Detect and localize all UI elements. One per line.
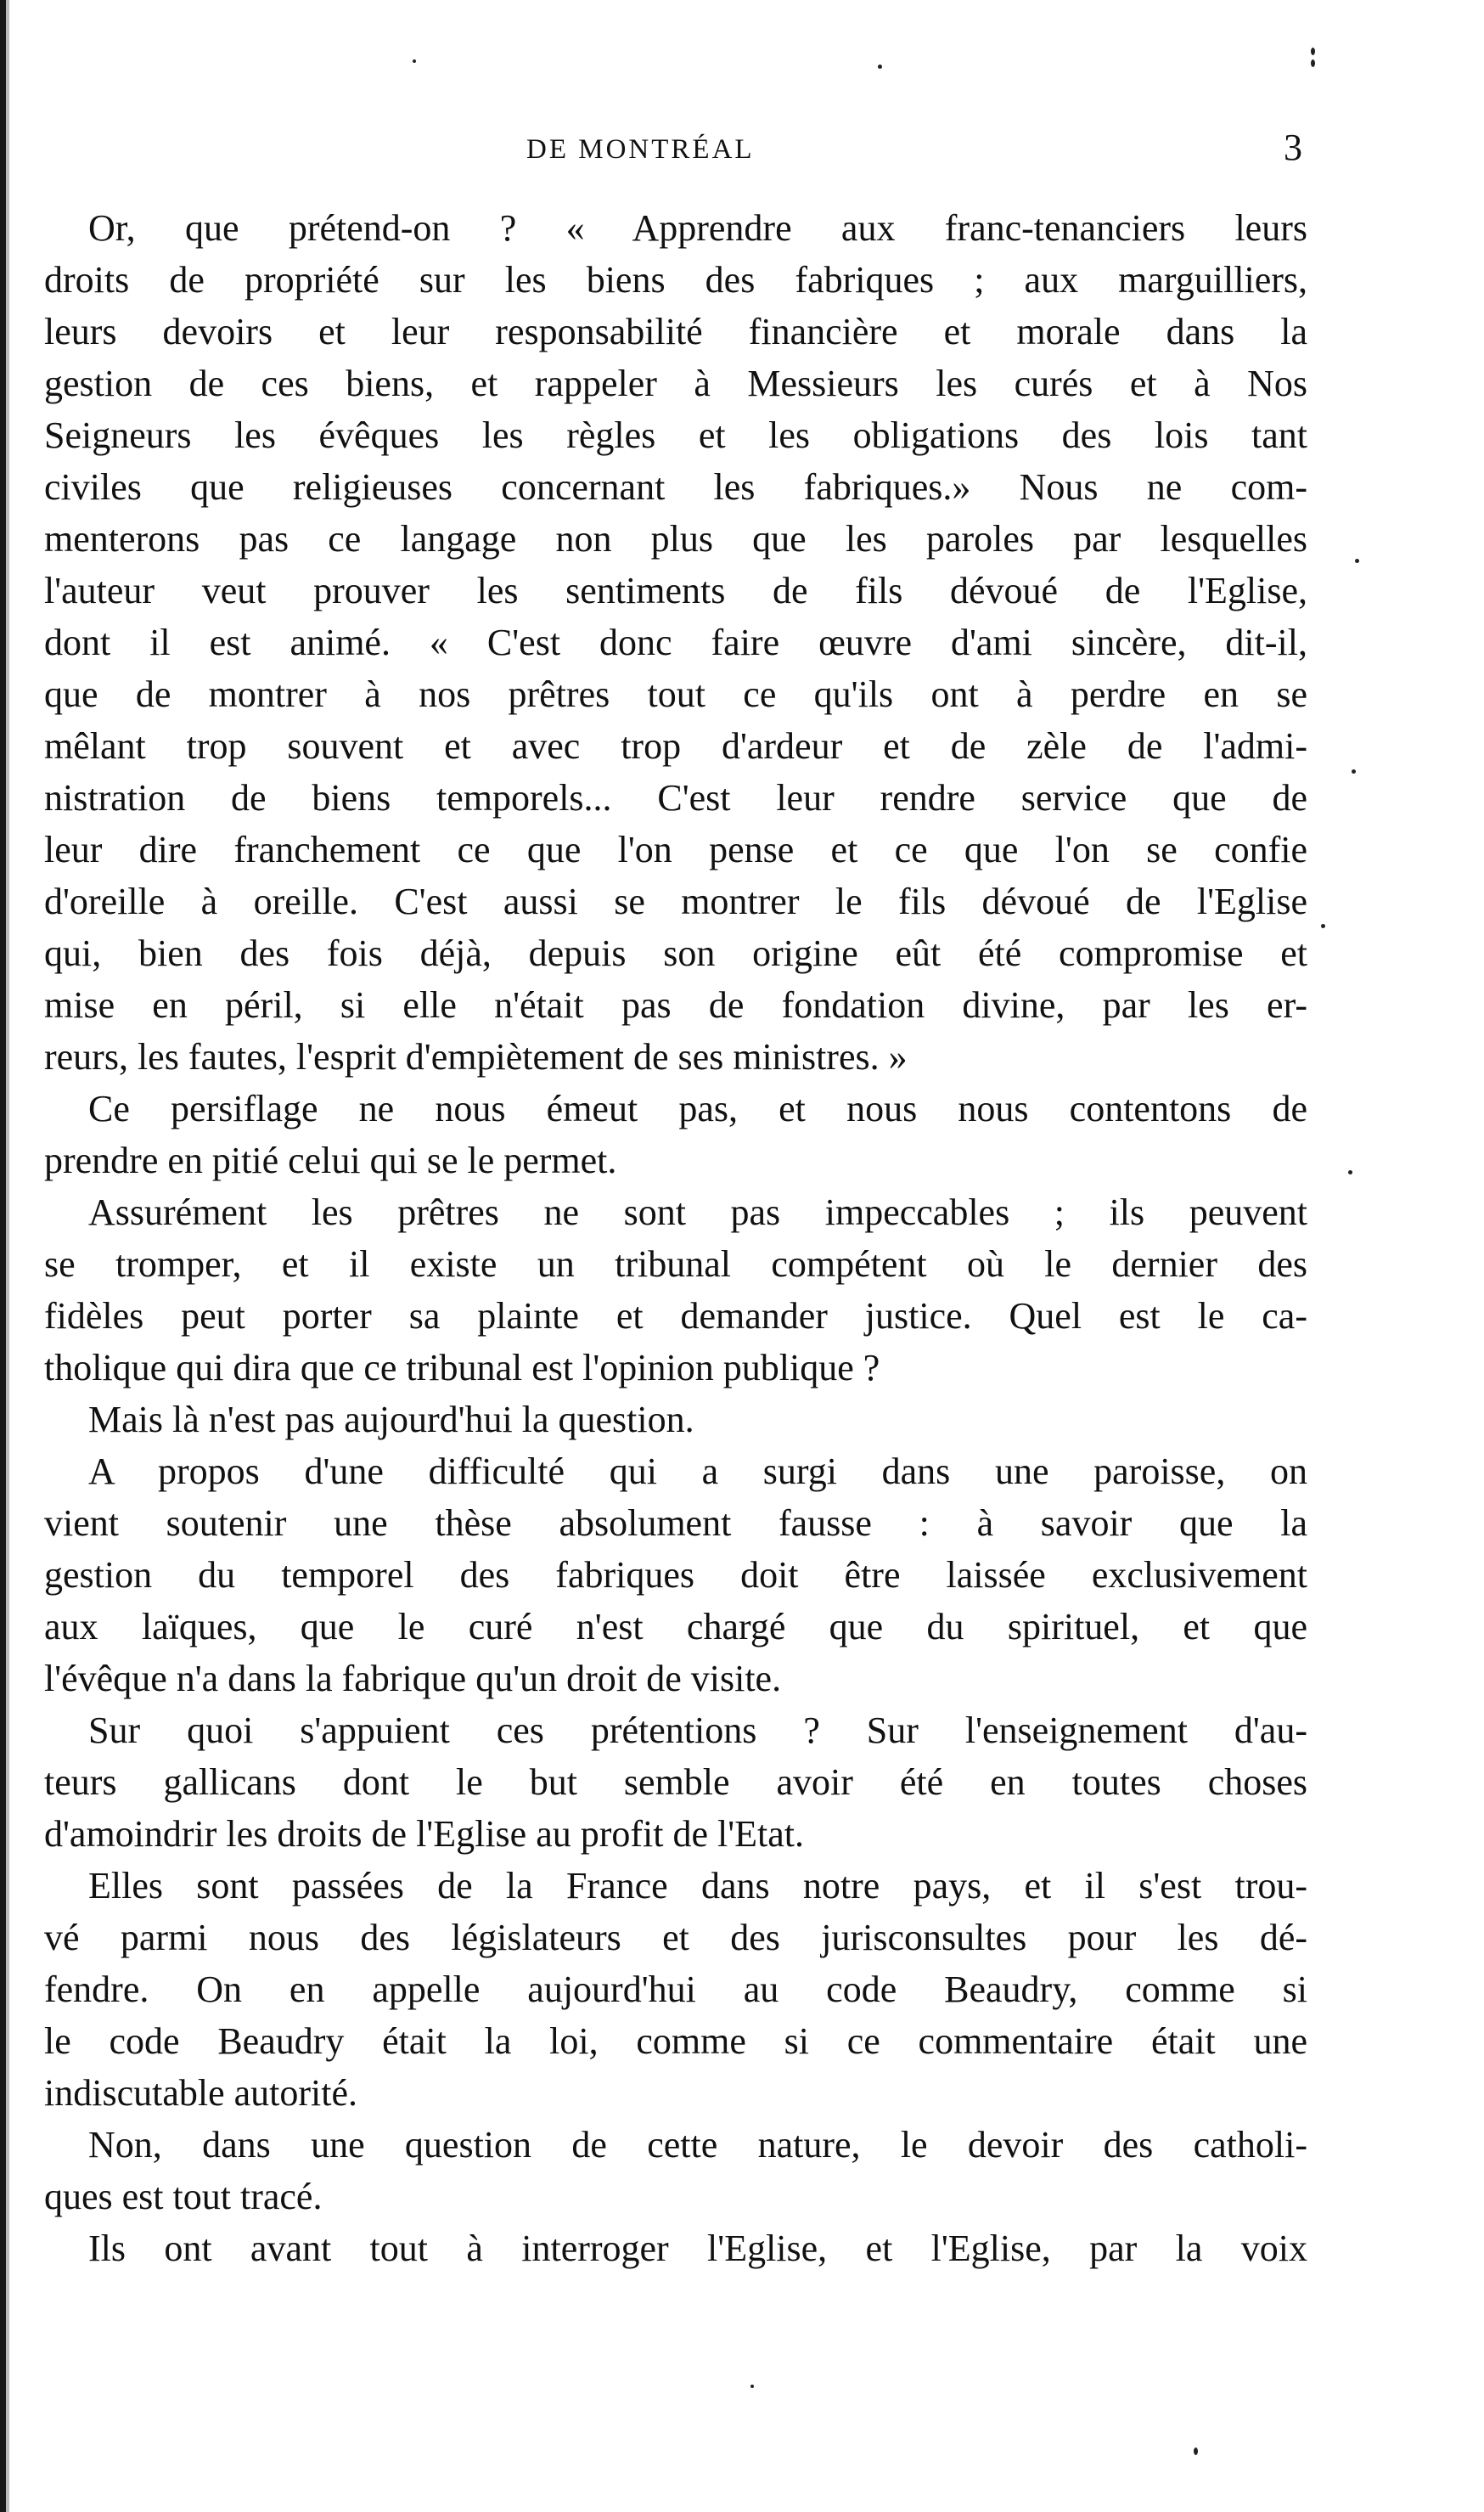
text-line: le code Beaudry était la loi, comme si ce commentaire était une (44, 2020, 1307, 2062)
text-line: vé parmi nous des législateurs et des jurisconsultes pour les dé- (44, 1917, 1307, 1958)
text-line: gestion de ces biens, et rappeler à Messieurs les curés et à Nos (44, 363, 1307, 404)
text-line: d'oreille à oreille. C'est aussi se montrer le fils dévoué de l'Eglise (44, 881, 1307, 922)
scan-speck (1352, 769, 1356, 774)
text-line: se tromper, et il existe un tribunal compétent où le dernier des (44, 1243, 1307, 1285)
text-line: l'évêque n'a dans la fabrique qu'un droit de visite. (44, 1658, 782, 1699)
scan-speck (413, 59, 416, 63)
text-line: Elles sont passées de la France dans notre pays, et il s'est trou- (88, 1865, 1307, 1907)
scan-speck (878, 65, 882, 69)
text-line: leur dire franchement ce que l'on pense et ce que l'on se confie (44, 829, 1307, 870)
text-line: indiscutable autorité. (44, 2072, 357, 2114)
text-line: reurs, les fautes, l'esprit d'empiètement de ses ministres. » (44, 1036, 908, 1078)
text-line: prendre en pitié celui qui se le permet. (44, 1140, 617, 1181)
text-line: que de montrer à nos prêtres tout ce qu'ils ont à perdre en se (44, 673, 1307, 715)
text-line: Mais là n'est pas aujourd'hui la question. (88, 1399, 694, 1440)
scan-speck (1311, 48, 1315, 55)
text-line: civiles que religieuses concernant les fabriques.» Nous ne com- (44, 466, 1307, 508)
text-line: A propos d'une difficulté qui a surgi dans une paroisse, on (88, 1450, 1307, 1492)
text-line: d'amoindrir les droits de l'Eglise au profit de l'Etat. (44, 1813, 805, 1855)
page-binding-edge (0, 0, 6, 2512)
text-line: l'auteur veut prouver les sentiments de fils dévoué de l'Eglise, (44, 570, 1307, 611)
scan-speck (750, 2385, 754, 2388)
text-line: droits de propriété sur les biens des fabriques ; aux marguilliers, (44, 259, 1307, 301)
text-line: tholique qui dira que ce tribunal est l'opinion publique ? (44, 1347, 880, 1388)
text-line: Non, dans une question de cette nature, le devoir des catholi- (88, 2124, 1307, 2166)
text-line: fendre. On en appelle aujourd'hui au code Beaudry, comme si (44, 1968, 1307, 2010)
text-line: mise en péril, si elle n'était pas de fondation divine, par les er- (44, 984, 1307, 1026)
text-line: Ils ont avant tout à interroger l'Eglise, et l'Eglise, par la voix (88, 2228, 1307, 2269)
running-head (0, 127, 1484, 172)
text-line: Seigneurs les évêques les règles et les obligations des lois tant (44, 414, 1307, 456)
text-line: vient soutenir une thèse absolument fausse : à savoir que la (44, 1502, 1307, 1544)
text-line: nistration de biens temporels... C'est leur rendre service que de (44, 777, 1307, 819)
text-line: Ce persiflage ne nous émeut pas, et nous nous contentons de (88, 1088, 1307, 1129)
text-line: fidèles peut porter sa plainte et demander justice. Quel est le ca- (44, 1295, 1307, 1337)
text-line: menterons pas ce langage non plus que les paroles par lesquelles (44, 518, 1307, 560)
scan-speck (1355, 559, 1359, 563)
text-line: Assurément les prêtres ne sont pas impeccables ; ils peuvent (88, 1191, 1307, 1233)
body-text (44, 202, 1307, 2274)
text-line: mêlant trop souvent et avec trop d'ardeur et de zèle de l'admi- (44, 725, 1307, 767)
scan-speck (1348, 1170, 1352, 1174)
scan-speck (1311, 59, 1315, 67)
scan-speck (1321, 924, 1325, 928)
running-title: DE MONTRÉAL (526, 134, 755, 165)
text-line: leurs devoirs et leur responsabilité financière et morale dans la (44, 311, 1307, 352)
text-line: gestion du temporel des fabriques doit être laissée exclusivement (44, 1554, 1307, 1596)
text-line: Or, que prétend-on ? « Apprendre aux franc-tenanciers leurs (88, 207, 1307, 249)
text-line: aux laïques, que le curé n'est chargé que du spirituel, et que (44, 1606, 1307, 1647)
page-binding-shadow (6, 0, 9, 2512)
scan-speck (1194, 2447, 1198, 2455)
text-line: Sur quoi s'appuient ces prétentions ? Sur l'enseignement d'au- (88, 1709, 1307, 1751)
text-line: dont il est animé. « C'est donc faire œuvre d'ami sincère, dit-il, (44, 622, 1307, 663)
text-line: qui, bien des fois déjà, depuis son origine eût été compromise et (44, 932, 1307, 974)
text-line: ques est tout tracé. (44, 2176, 323, 2217)
page-number: 3 (1284, 127, 1302, 168)
text-line: teurs gallicans dont le but semble avoir été en toutes choses (44, 1761, 1307, 1803)
